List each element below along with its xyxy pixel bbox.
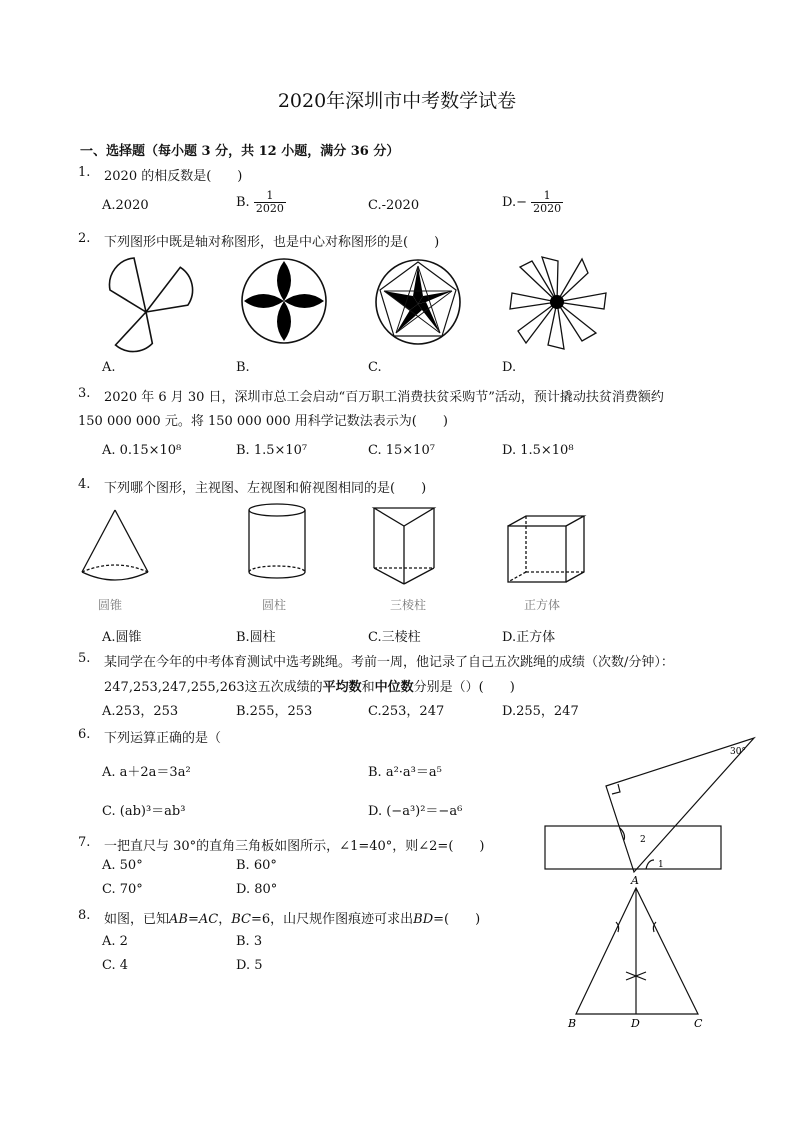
q6-option-d: D. (−a³)²＝−a⁶ xyxy=(368,804,463,819)
q2-figure-c-star-icon xyxy=(374,258,462,346)
q4-number: 4. xyxy=(78,477,91,492)
q8-stem-text: 如图，已知 xyxy=(104,912,170,927)
q8-option-c: C. 4 xyxy=(102,958,129,973)
q8-stem-text-2: =6，山尺规作图痕迹可求出 xyxy=(250,912,414,927)
q5-stem-line2 xyxy=(104,676,515,695)
q7-option-a: A. 50° xyxy=(102,858,143,873)
q4-cylinder-icon xyxy=(246,502,308,582)
q7-number: 7. xyxy=(78,835,91,850)
q6-number: 6. xyxy=(78,727,91,742)
q3-number: 3. xyxy=(78,386,91,401)
q5-stem-tail: 分别是（）( ) xyxy=(413,680,515,695)
fraction-denominator: 2020 xyxy=(255,202,284,215)
q8-option-a: A. 2 xyxy=(102,934,128,949)
q4-option-c: C.三棱柱 xyxy=(368,630,421,645)
q4-caption-prism: 三棱柱 xyxy=(390,598,427,612)
q8-stem xyxy=(104,908,480,927)
q7-ruler-triangle-figure xyxy=(540,730,760,880)
q7-option-b: B. 60° xyxy=(236,858,277,873)
q1-option-c: C.-2020 xyxy=(368,198,420,213)
q1-option-b-fraction xyxy=(254,190,286,215)
q2-figure-d-pinwheel-icon xyxy=(510,253,606,351)
q4-option-a: A.圆锥 xyxy=(102,630,142,645)
q6-stem: 下列运算正确的是（ xyxy=(104,731,222,746)
q4-cone-icon xyxy=(80,508,150,582)
q8-stem-tail: =( ) xyxy=(433,912,481,927)
q5-number: 5. xyxy=(78,651,91,666)
q4-option-d: D.正方体 xyxy=(502,630,556,645)
q7-option-c: C. 70° xyxy=(102,882,143,897)
q8-point-c: C xyxy=(694,1017,703,1030)
q2-option-c: C. xyxy=(368,360,382,375)
q7-angle-1-label: 1 xyxy=(658,860,664,870)
q1-option-d-prefix: D.− xyxy=(502,195,527,210)
q7-option-d: D. 80° xyxy=(236,882,278,897)
q2-figure-a-fan-icon xyxy=(100,252,192,348)
q2-stem: 下列图形中既是轴对称图形，也是中心对称图形的是( ) xyxy=(104,235,440,250)
q3-stem-line1: 2020 年 6 月 30 日，深圳市总工会启动“百万职工消费扶贫采购节”活动，预计撬动扶贫消费额约 xyxy=(104,390,664,405)
q5-stem-line1: 某同学在今年的中考体育测试中选考跳绳。考前一周，他记录了自己五次跳绳的成绩（次数/分钟）： xyxy=(104,655,674,670)
q8-segment-ac: AC xyxy=(198,912,219,927)
q5-stem-and: 和 xyxy=(361,680,375,695)
q1-option-d-fraction xyxy=(531,190,563,215)
q8-option-b: B. 3 xyxy=(236,934,263,949)
q5-keyword-median: 中位数 xyxy=(374,680,414,695)
q4-caption-cone: 圆锥 xyxy=(98,598,123,612)
q4-prism-icon xyxy=(372,506,436,586)
section-heading: 一、选择题（每小题 3 分，共 12 小题，满分 36 分） xyxy=(80,144,400,159)
q5-option-c: C.253，247 xyxy=(368,704,445,719)
q8-comma: ， xyxy=(218,912,232,927)
fraction-denominator: 2020 xyxy=(533,202,562,215)
q7-angle-30-label: 30° xyxy=(730,747,746,757)
q1-option-d xyxy=(502,190,563,215)
q1-option-a: A.2020 xyxy=(102,198,149,213)
q8-point-b: B xyxy=(568,1017,577,1030)
q5-stem-text: 247,253,247,255,263这五次成绩的 xyxy=(104,680,323,695)
q2-option-d: D. xyxy=(502,360,517,375)
q8-segment-bc: BC xyxy=(231,912,251,927)
q6-option-b: B. a²·a³＝a⁵ xyxy=(368,765,442,780)
q8-number: 8. xyxy=(78,908,91,923)
q3-stem-line2: 150 000 000 元。将 150 000 000 用科学记数法表示为( ) xyxy=(78,414,448,429)
q5-option-d: D.255，247 xyxy=(502,704,579,719)
q8-isosceles-triangle-figure xyxy=(560,870,720,1035)
q8-equals: = xyxy=(187,912,199,927)
fraction-numerator: 1 xyxy=(531,190,563,203)
q8-point-a: A xyxy=(631,874,639,887)
q2-option-b: B. xyxy=(236,360,250,375)
q1-number: 1. xyxy=(78,165,91,180)
q6-option-c: C. (ab)³＝ab³ xyxy=(102,804,186,819)
fraction-numerator: 1 xyxy=(254,190,286,203)
q7-stem: 一把直尺与 30°的直角三角板如图所示，∠1=40°，则∠2=( ) xyxy=(104,839,485,854)
q8-segment-ab: AB xyxy=(169,912,188,927)
q8-point-d: D xyxy=(631,1017,640,1030)
q4-stem: 下列哪个图形，主视图、左视图和俯视图相同的是( ) xyxy=(104,481,427,496)
page-title: 2020年深圳市中考数学试卷 xyxy=(277,90,517,112)
q5-option-b: B.255，253 xyxy=(236,704,313,719)
q2-number: 2. xyxy=(78,231,91,246)
q4-cube-icon xyxy=(506,514,586,584)
q1-option-b-prefix: B. xyxy=(236,195,250,210)
q6-option-a: A. a＋2a＝3a² xyxy=(102,765,191,780)
q5-option-a: A.253，253 xyxy=(102,704,179,719)
q2-figure-b-petals-icon xyxy=(240,257,328,345)
q3-option-c: C. 15×10⁷ xyxy=(368,443,435,458)
q5-keyword-mean: 平均数 xyxy=(322,680,362,695)
q1-option-b xyxy=(236,190,286,215)
q8-option-d: D. 5 xyxy=(236,958,263,973)
q7-angle-2-label: 2 xyxy=(640,835,646,845)
q3-option-d: D. 1.5×10⁸ xyxy=(502,443,574,458)
q4-caption-cube: 正方体 xyxy=(524,598,561,612)
q1-stem: 2020 的相反数是( ) xyxy=(104,169,243,184)
q4-option-b: B.圆柱 xyxy=(236,630,276,645)
q8-segment-bd: BD xyxy=(413,912,434,927)
q2-option-a: A. xyxy=(102,360,116,375)
q3-option-b: B. 1.5×10⁷ xyxy=(236,443,308,458)
q3-option-a: A. 0.15×10⁸ xyxy=(102,443,182,458)
q4-caption-cylinder: 圆柱 xyxy=(262,598,287,612)
